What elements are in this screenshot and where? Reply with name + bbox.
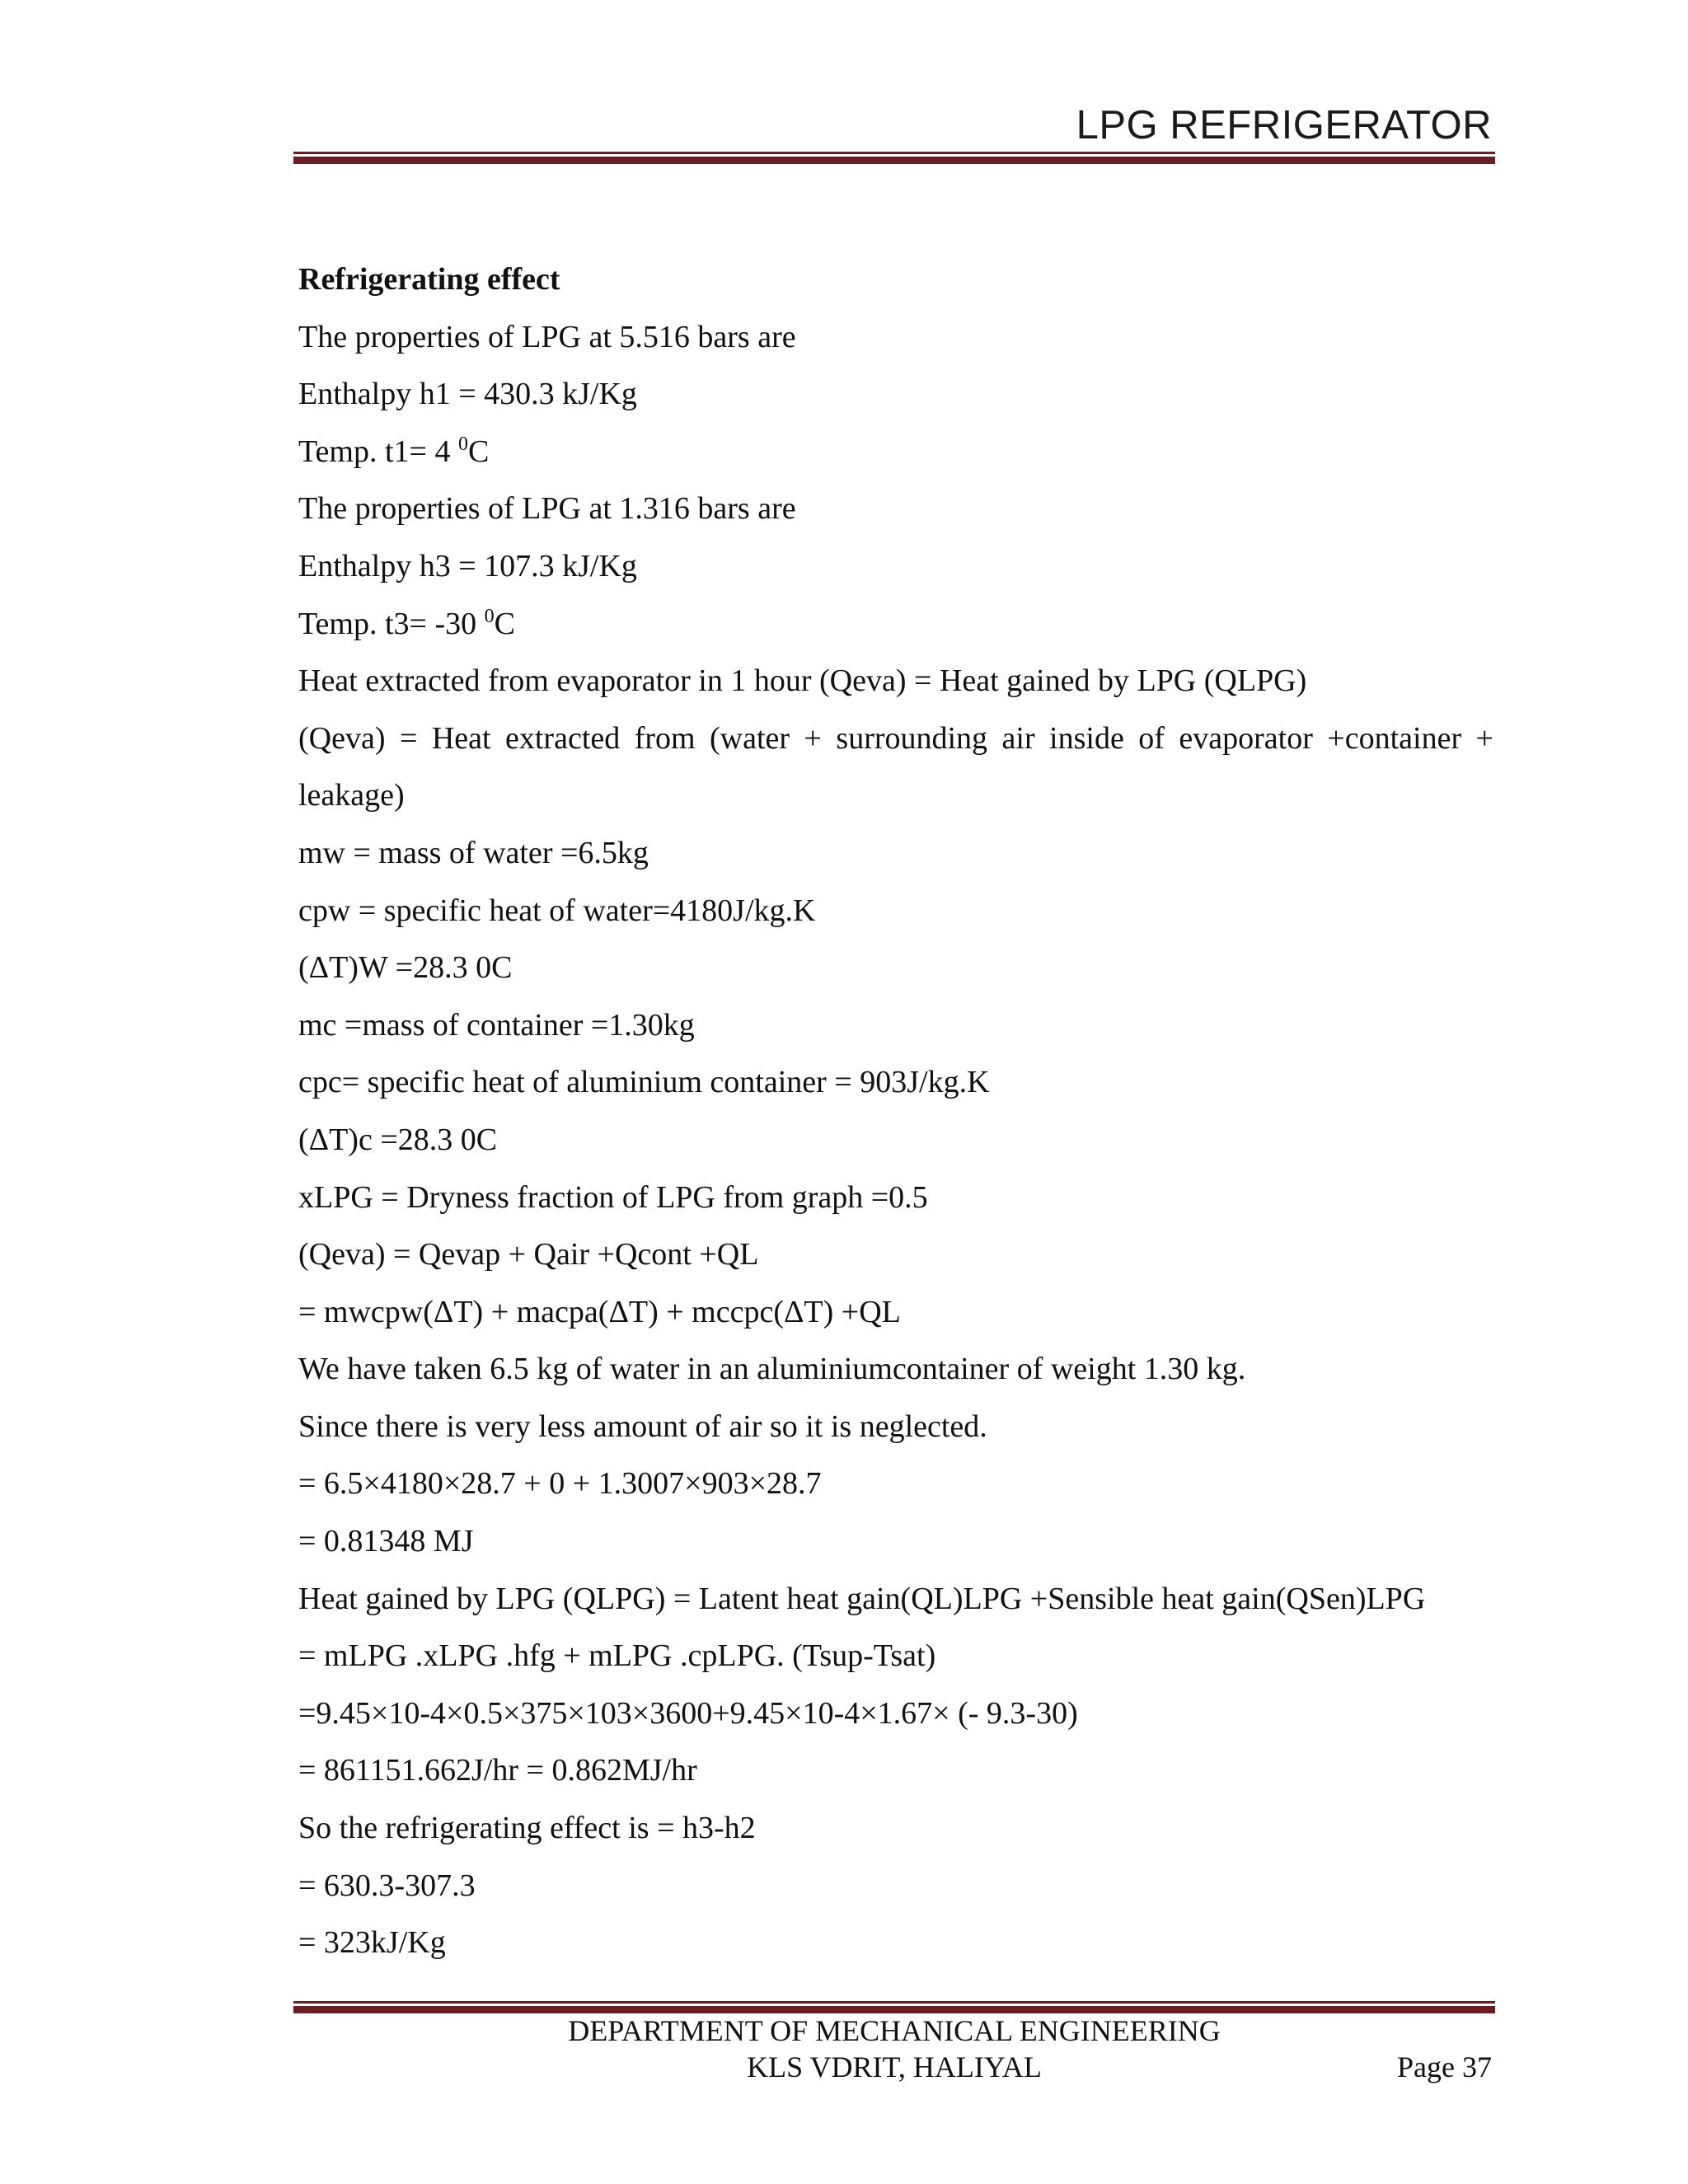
- body-line: So the refrigerating effect is = h3-h2: [298, 1811, 756, 1846]
- body-line: cpw = specific heat of water=4180J/kg.K: [298, 893, 816, 928]
- body-line: xLPG = Dryness fraction of LPG from graph =0.5: [298, 1179, 928, 1215]
- header-rule: [293, 152, 1495, 164]
- body-line: Heat extracted from evaporator in 1 hour (Qeva) = Heat gained by LPG (QLPG): [298, 663, 1307, 699]
- temperature-line: [298, 596, 1493, 654]
- body-line: Enthalpy h3 = 107.3 kJ/Kg: [298, 548, 637, 583]
- body-line: =9.45×10-4×0.5×375×103×3600+9.45×10-4×1.67× (- 9.3-30): [298, 1695, 1078, 1731]
- temperature-line: [298, 424, 1493, 481]
- page-footer: [293, 2011, 1495, 2085]
- body-line: mw = mass of water =6.5kg: [298, 835, 649, 870]
- page-number: Page 37: [1397, 2050, 1492, 2083]
- body-line: The properties of LPG at 1.316 bars are: [298, 491, 796, 527]
- temp-text: Temp. t1= 4: [298, 434, 458, 469]
- body-line: = 6.5×4180×28.7 + 0 + 1.3007×903×28.7: [298, 1466, 822, 1502]
- body-line: Since there is very less amount of air so it is neglected.: [298, 1408, 987, 1444]
- body-line: (Qeva) = Qevap + Qair +Qcont +QL: [298, 1237, 759, 1272]
- body-line: = 630.3-307.3: [298, 1868, 476, 1903]
- body-line: cpc= specific heat of aluminium container = 903J/kg.K: [298, 1065, 990, 1100]
- body-line: mc =mass of container =1.30kg: [298, 1007, 695, 1043]
- body-line: Heat gained by LPG (QLPG) = Latent heat gain(QL)LPG +Sensible heat gain(QSen)LPG: [298, 1581, 1426, 1616]
- page-body: [298, 251, 1493, 1972]
- body-line: = mLPG .xLPG .hfg + mLPG .cpLPG. (Tsup-Tsat): [298, 1638, 936, 1674]
- body-line: (ΔT)c =28.3 0C: [298, 1122, 498, 1157]
- footer-department: DEPARTMENT OF MECHANICAL ENGINEERING: [568, 2014, 1221, 2047]
- running-header-title: LPG REFRIGERATOR: [1076, 103, 1492, 148]
- body-line: = mwcpw(ΔT) + macpa(ΔT) + mccpc(ΔT) +QL: [298, 1294, 901, 1329]
- body-line: Enthalpy h1 = 430.3 kJ/Kg: [298, 377, 637, 412]
- degree-superscript: 0: [484, 605, 495, 627]
- body-line: leakage): [298, 778, 405, 813]
- degree-superscript: 0: [457, 433, 468, 455]
- temp-unit: C: [494, 606, 515, 641]
- body-line: We have taken 6.5 kg of water in an aluminiumcontainer of weight 1.30 kg.: [298, 1352, 1246, 1387]
- body-line: (ΔT)W =28.3 0C: [298, 950, 513, 986]
- body-line: The properties of LPG at 5.516 bars are: [298, 319, 796, 354]
- temp-text: Temp. t3= -30: [298, 606, 485, 641]
- footer-college: KLS VDRIT, HALIYAL: [747, 2050, 1042, 2083]
- body-line: = 323kJ/Kg: [298, 1925, 446, 1961]
- temp-unit: C: [467, 434, 490, 469]
- body-line-justified: (Qeva) = Heat extracted from (water + surrounding air inside of evaporator +container +: [298, 720, 1493, 756]
- section-heading: Refrigerating effect: [298, 262, 560, 297]
- body-line: = 861151.662J/hr = 0.862MJ/hr: [298, 1753, 697, 1788]
- body-line: = 0.81348 MJ: [298, 1524, 474, 1559]
